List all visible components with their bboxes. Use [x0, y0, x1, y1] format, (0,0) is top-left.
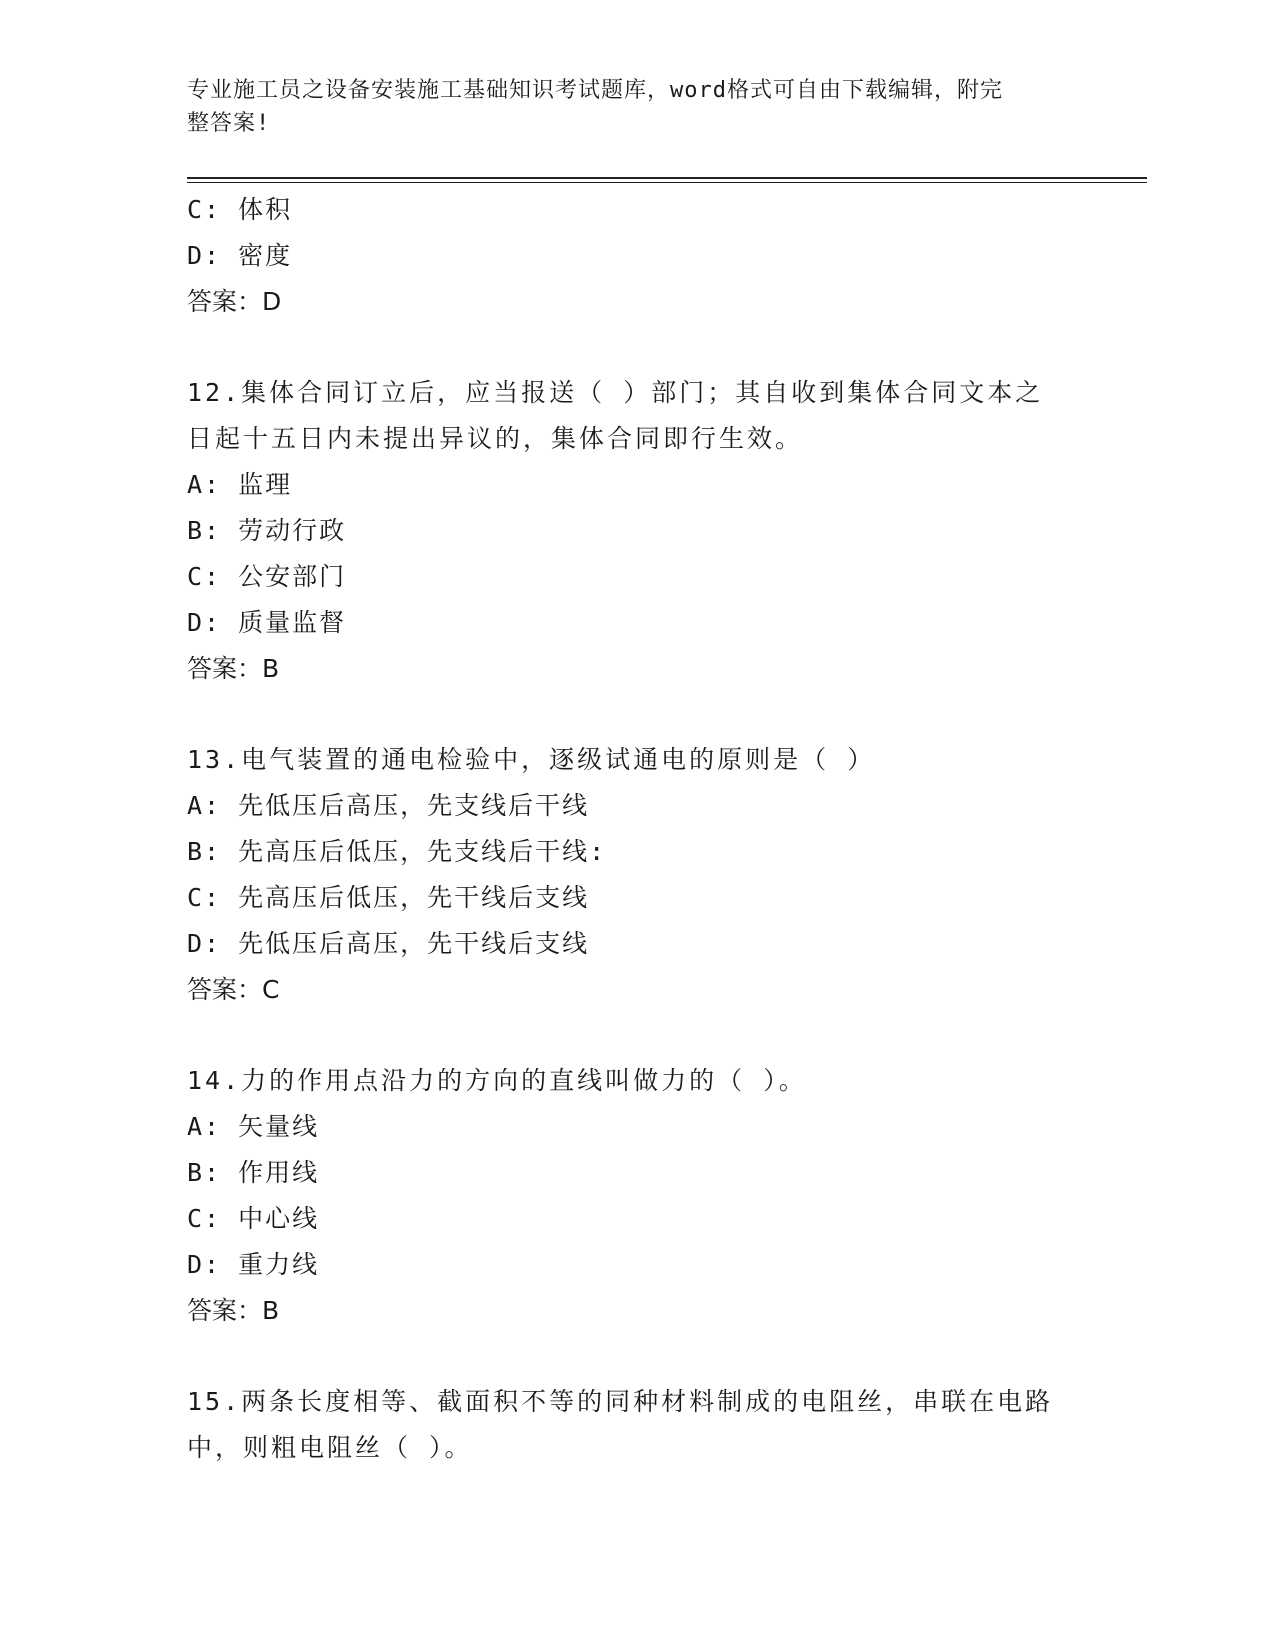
- option-c: C: 公安部门: [187, 562, 347, 591]
- option-a: A: 监理: [187, 470, 293, 499]
- question-12: [187, 370, 1087, 692]
- question-stem: 15.两条长度相等、截面积不等的同种材料制成的电阻丝，串联在电路: [187, 1387, 1054, 1416]
- option-d: D: 密度: [187, 241, 293, 270]
- answer-line: 答案：C: [187, 975, 280, 1004]
- option-b: B: 先高压后低压，先支线后干线:: [187, 837, 607, 866]
- option-c: C: 体积: [187, 195, 293, 224]
- header-divider-thick: [187, 177, 1147, 179]
- option-a: A: 先低压后高压，先支线后干线: [187, 791, 590, 820]
- answer-line: 答案：B: [187, 1296, 280, 1325]
- spacer: [187, 1334, 1087, 1379]
- answer-line: 答案：D: [187, 287, 282, 316]
- option-c: C: 中心线: [187, 1204, 320, 1233]
- header-line-2: 整答案!: [187, 111, 271, 136]
- question-11-partial: [187, 187, 1087, 325]
- option-a: A: 矢量线: [187, 1112, 320, 1141]
- option-d: D: 质量监督: [187, 608, 347, 637]
- header-line-1: 专业施工员之设备安装施工基础知识考试题库，word格式可自由下载编辑，附完: [187, 78, 1003, 103]
- answer-line: 答案：B: [187, 654, 280, 683]
- question-13: [187, 737, 1087, 1013]
- option-d: D: 先低压后高压，先干线后支线: [187, 929, 590, 958]
- option-c: C: 先高压后低压，先干线后支线: [187, 883, 590, 912]
- option-d: D: 重力线: [187, 1250, 320, 1279]
- question-15: [187, 1379, 1087, 1471]
- question-stem: 12.集体合同订立后，应当报送（ ）部门；其自收到集体合同文本之: [187, 378, 1044, 407]
- question-list: [187, 187, 1087, 1471]
- question-stem: 日起十五日内未提出异议的，集体合同即行生效。: [187, 424, 804, 453]
- option-b: B: 劳动行政: [187, 516, 347, 545]
- document-header: [187, 74, 1067, 140]
- header-divider-thin: [187, 182, 1147, 183]
- question-stem: 中，则粗电阻丝（ ）。: [187, 1433, 473, 1462]
- spacer: [187, 692, 1087, 737]
- question-14: [187, 1058, 1087, 1334]
- question-stem: 14.力的作用点沿力的方向的直线叫做力的（ ）。: [187, 1066, 807, 1095]
- spacer: [187, 325, 1087, 370]
- question-stem: 13.电气装置的通电检验中，逐级试通电的原则是（ ）: [187, 745, 876, 774]
- option-b: B: 作用线: [187, 1158, 320, 1187]
- spacer: [187, 1013, 1087, 1058]
